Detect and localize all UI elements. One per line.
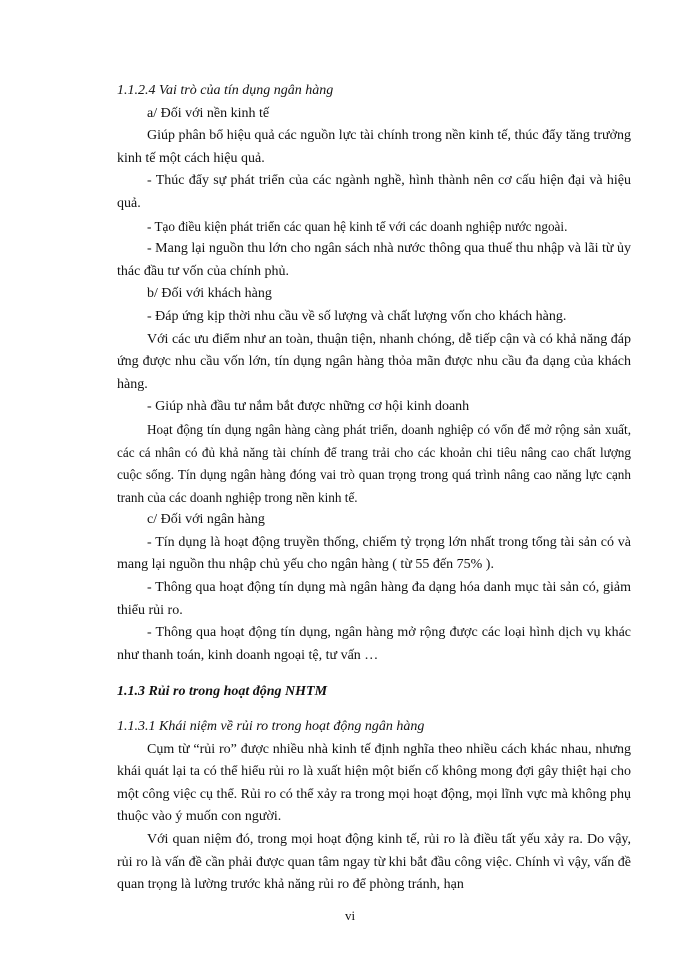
section-heading-1-1-3-1: 1.1.3.1 Khái niệm về rủi ro trong hoạt động ngân hàng — [117, 719, 425, 735]
paragraph: - Giúp nhà đầu tư nắm bắt được những cơ hội kinh doanh — [147, 399, 470, 415]
paragraph: - Đáp ứng kịp thời nhu cầu về số lượng và chất lượng vốn cho khách hàng. — [147, 308, 567, 324]
paragraph: Giúp phân bổ hiệu quả các nguồn lực tài chính trong nền kinh tế, thúc đẩy tăng trưởng kinh tế một cách hiệu quả. — [117, 128, 631, 166]
subheading-a: a/ Đối với nền kinh tế — [147, 105, 270, 121]
page-content — [117, 80, 631, 897]
paragraph: - Thông qua hoạt động tín dụng mà ngân hàng đa dạng hóa danh mục tài sản có, giảm thiểu rủi ro. — [117, 580, 631, 618]
paragraph: Với quan niệm đó, trong mọi hoạt động kinh tế, rủi ro là điều tất yếu xảy ra. Do vậy, rủi ro là vấn đề cần phải được quan tâm ngay từ khi bắt đầu công việc. Chính vì vậy, vấn đề quan trọng là lường trước khả năng rủi ro để phòng tránh, hạn — [117, 832, 631, 893]
paragraph: Với các ưu điểm như an toàn, thuận tiện, nhanh chóng, dễ tiếp cận và có khả năng đáp ứng được nhu cầu vốn lớn, tín dụng ngân hàng thỏa mãn được nhu cầu đa dạng của khách hàng. — [117, 331, 631, 392]
paragraph: - Thúc đẩy sự phát triển của các ngành nghề, hình thành nên cơ cấu hiện đại và hiệu quả. — [117, 173, 631, 211]
subheading-b: b/ Đối với khách hàng — [147, 286, 272, 302]
paragraph: - Tạo điều kiện phát triển các quan hệ kinh tế với các doanh nghiệp nước ngoài. — [147, 218, 568, 234]
subheading-c: c/ Đối với ngân hàng — [147, 512, 265, 528]
paragraph: - Tín dụng là hoạt động truyền thống, chiếm tỷ trọng lớn nhất trong tổng tài sản có và mang lại nguồn thu nhập chủ yếu cho ngân hàng ( từ 55 đến 75% ). — [117, 534, 631, 573]
paragraph: Cụm từ “rủi ro” được nhiều nhà kinh tế định nghĩa theo nhiều cách khác nhau, nhưng khái quát lại ta có thể hiểu rủi ro là xuất hiện một biến cố không mong đợi gây thiệt hại cho một công việc cụ thể. Rủi ro có thể xảy ra trong mọi hoạt động, mọi lĩnh vực mà không phụ thuộc vào ý muốn con người. — [117, 741, 631, 825]
page-number: vi — [344, 908, 356, 923]
paragraph: Hoạt động tín dụng ngân hàng càng phát triển, doanh nghiệp có vốn để mở rộng sản xuất, các cá nhân có đủ khả năng tài chính để trang trải cho các khoản chi tiêu nâng cao chất lượng cuộc sống. Tín dụng ngân hàng đóng vai trò quan trọng trong quá trình nâng cao năng lực cạnh tranh của các doanh nghiệp trong nền kinh tế. — [117, 421, 631, 505]
paragraph: - Mang lại nguồn thu lớn cho ngân sách nhà nước thông qua thuế thu nhập và lãi từ ủy thác đầu tư vốn của chính phủ. — [117, 241, 631, 279]
paragraph: - Thông qua hoạt động tín dụng, ngân hàng mở rộng được các loại hình dịch vụ khác như thanh toán, kinh doanh ngoại tệ, tư vấn … — [117, 625, 631, 663]
section-heading-1-1-2-4: 1.1.2.4 Vai trò của tín dụng ngân hàng — [117, 83, 334, 98]
section-heading-1-1-3: 1.1.3 Rủi ro trong hoạt động NHTM — [117, 684, 328, 700]
